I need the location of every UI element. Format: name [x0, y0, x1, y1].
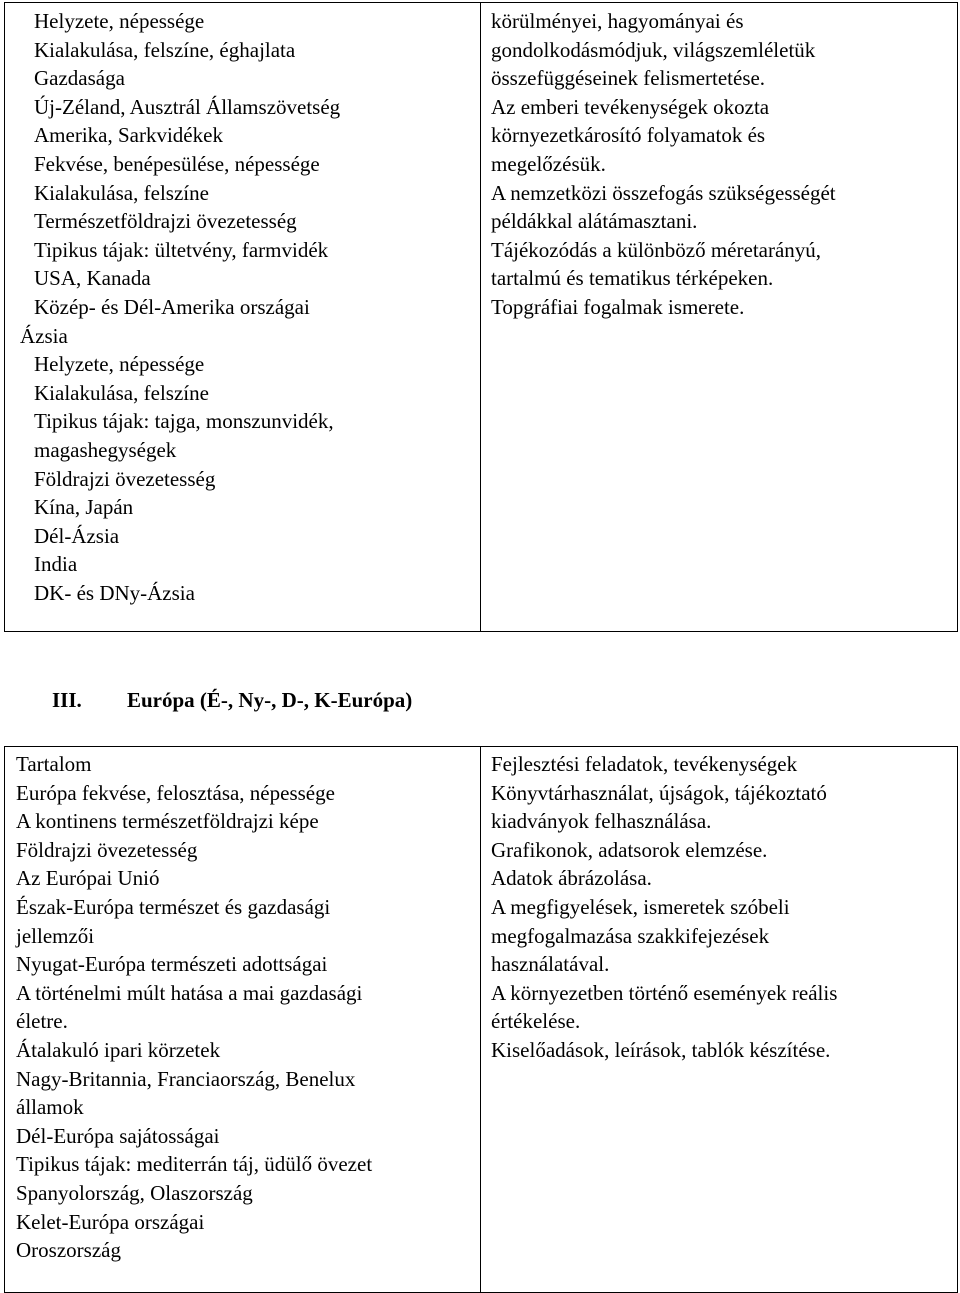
text-line: Helyzete, népessége	[34, 352, 205, 377]
text-line: összefüggéseinek felismertetése.	[491, 66, 766, 91]
text-line: használatával.	[491, 952, 610, 977]
text-line: Adatok ábrázolása.	[491, 866, 652, 891]
text-line: India	[34, 552, 78, 577]
text-line: Tartalom	[16, 752, 92, 776]
text-line: Gazdasága	[34, 66, 125, 91]
text-line: Dél-Ázsia	[34, 523, 120, 548]
text-line: gondolkodásmódjuk, világszemléletük	[491, 37, 816, 62]
text-line: Fejlesztési feladatok, tevékenységek	[491, 752, 798, 776]
text-line: tartalmú és tematikus térképeken.	[491, 266, 774, 291]
text-line: A nemzetközi összefogás szükségességét	[491, 180, 836, 205]
text-line: Kialakulása, felszíne	[34, 180, 209, 205]
text-line: Új-Zéland, Ausztrál Államszövetség	[34, 94, 341, 119]
text-line: A kontinens természetföldrajzi képe	[16, 809, 319, 834]
text-line: magashegységek	[34, 437, 177, 462]
text-line: Észak-Európa természet és gazdasági	[16, 894, 331, 919]
text-line: Európa fekvése, felosztása, népessége	[16, 780, 335, 805]
text-line: Közép- és Dél-Amerika országai	[34, 294, 310, 319]
development-tasks-column	[481, 747, 958, 1293]
section-title: Európa (É-, Ny-, D-, K-Európa)	[127, 688, 413, 712]
text-line: Tájékozódás a különböző méretarányú,	[491, 237, 822, 262]
text-line: értékelése.	[491, 1009, 581, 1034]
text-line: jellemzői	[16, 923, 95, 948]
text-line: Az emberi tevékenységek okozta	[491, 94, 770, 119]
text-line: Nyugat-Európa természeti adottságai	[16, 952, 328, 977]
text-line: Földrajzi övezetesség	[34, 466, 216, 491]
text-line: Könyvtárhasználat, újságok, tájékoztató	[491, 780, 827, 805]
text-line: Kína, Japán	[34, 495, 134, 520]
text-line: megelőzésük.	[491, 151, 606, 176]
text-line: Földrajzi övezetesség	[16, 837, 198, 862]
text-line: Fekvése, benépesülése, népessége	[34, 151, 320, 176]
text-line: kiadványok felhasználása.	[491, 809, 712, 834]
content-column	[5, 747, 481, 1293]
text-line: életre.	[16, 1009, 68, 1034]
content-column	[5, 3, 481, 632]
text-line: példákkal alátámasztani.	[491, 209, 698, 234]
text-line: Grafikonok, adatsorok elemzése.	[491, 837, 768, 862]
text-line: Dél-Európa sajátosságai	[16, 1123, 220, 1148]
text-line: Helyzete, népessége	[34, 9, 205, 33]
text-line: Az Európai Unió	[16, 866, 160, 891]
europe-curriculum-table	[4, 746, 958, 1293]
text-line: Természetföldrajzi övezetesség	[34, 209, 297, 234]
curriculum-table-continued	[4, 2, 958, 632]
text-line: Átalakuló ipari körzetek	[16, 1037, 221, 1062]
development-tasks-column	[481, 3, 958, 632]
section-number: III.	[52, 688, 82, 712]
text-line: államok	[16, 1095, 84, 1120]
text-line: A környezetben történő események reális	[491, 980, 838, 1005]
section-heading	[52, 688, 412, 713]
text-line: Amerika, Sarkvidékek	[34, 123, 223, 148]
text-line: környezetkárosító folyamatok és	[491, 123, 766, 148]
text-line: Spanyolország, Olaszország	[16, 1180, 253, 1205]
text-line: Kialakulása, felszíne, éghajlata	[34, 37, 296, 62]
text-line: körülményei, hagyományai és	[491, 9, 744, 33]
text-line: Kialakulása, felszíne	[34, 380, 209, 405]
text-line: Tipikus tájak: ültetvény, farmvidék	[34, 237, 329, 262]
text-line: DK- és DNy-Ázsia	[34, 580, 195, 605]
text-line: Tipikus tájak: tajga, monszunvidék,	[34, 409, 334, 434]
text-line: A történelmi múlt hatása a mai gazdasági	[16, 980, 363, 1005]
text-line: Oroszország	[16, 1238, 121, 1263]
text-line: Kiselőadások, leírások, tablók készítése.	[491, 1037, 831, 1062]
text-line: Nagy-Britannia, Franciaország, Benelux	[16, 1066, 356, 1091]
text-line: Tipikus tájak: mediterrán táj, üdülő övezet	[16, 1152, 373, 1177]
text-line: Kelet-Európa országai	[16, 1209, 205, 1234]
text-line: megfogalmazása szakkifejezések	[491, 923, 770, 948]
text-line: A megfigyelések, ismeretek szóbeli	[491, 894, 790, 919]
text-line: USA, Kanada	[34, 266, 151, 291]
text-line: Topgráfiai fogalmak ismerete.	[491, 294, 745, 319]
text-line: Ázsia	[20, 323, 68, 348]
